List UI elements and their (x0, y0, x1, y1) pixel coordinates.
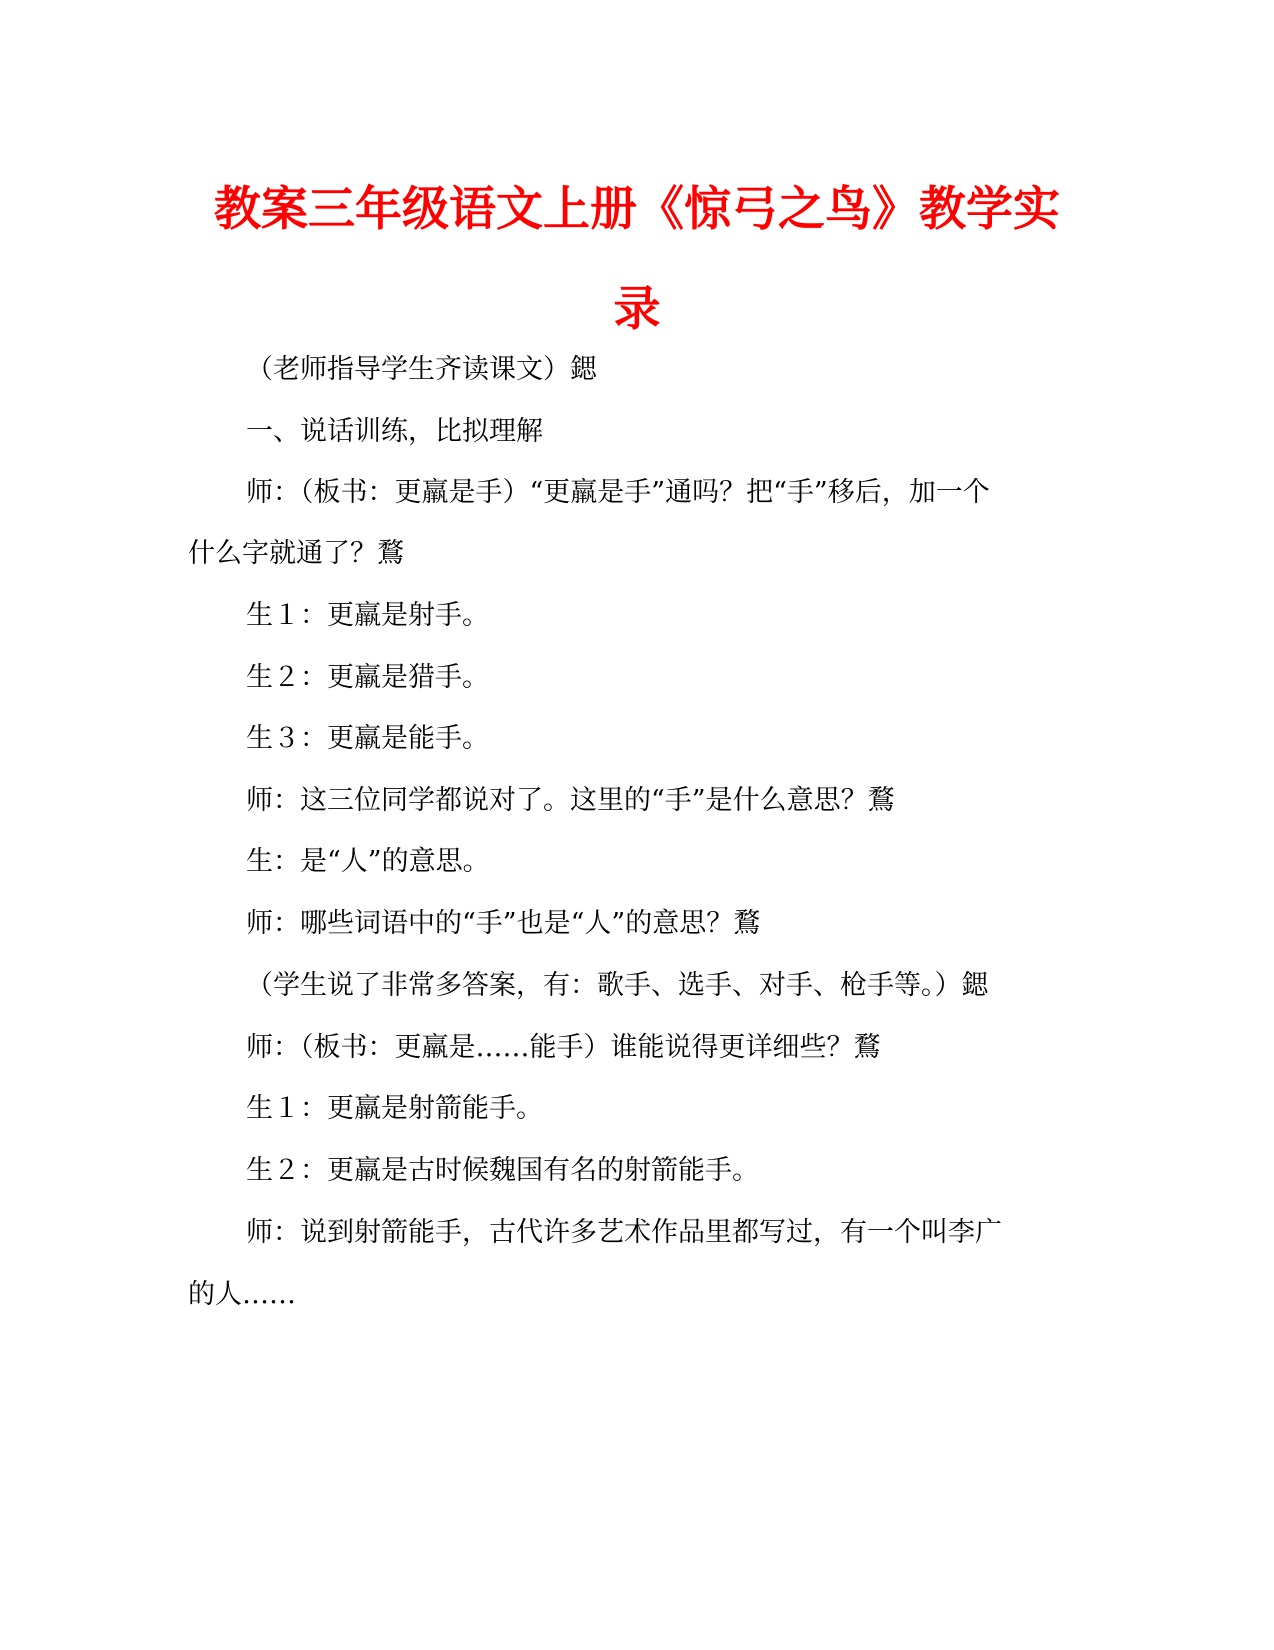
document-title-line-1: 教案三年级语文上册《惊弓之鸟》教学实 (214, 182, 1060, 237)
paragraph-14-cont: 的人…… (188, 1279, 296, 1310)
paragraph-7: 师：这三位同学都说对了。这里的“手”是什么意思？鶩 (246, 785, 895, 816)
paragraph-4: 生１：更羸是射手。 (246, 600, 489, 631)
paragraph-6: 生３：更羸是能手。 (246, 723, 489, 754)
paragraph-14: 师：说到射箭能手，古代许多艺术作品里都写过，有一个叫李广 (246, 1217, 1002, 1248)
paragraph-11: 师：（板书：更羸是……能手）谁能说得更详细些？鶩 (246, 1032, 881, 1063)
paragraph-9: 师：哪些词语中的“手”也是“人”的意思？鶩 (246, 908, 761, 939)
paragraph-1: （老师指导学生齐读课文）鍶 (246, 354, 597, 385)
section-heading-1: 一、说话训练，比拟理解 (246, 416, 543, 447)
paragraph-10: （学生说了非常多答案，有：歌手、选手、对手、枪手等。）鍶 (246, 970, 989, 1001)
paragraph-12: 生１：更羸是射箭能手。 (246, 1093, 543, 1124)
paragraph-13: 生２：更羸是古时候魏国有名的射箭能手。 (246, 1155, 759, 1186)
paragraph-3: 师：（板书：更羸是手）“更羸是手”通吗？把“手”移后，加一个 (246, 477, 990, 508)
paragraph-8: 生：是“人”的意思。 (246, 846, 490, 877)
paragraph-3-cont: 什么字就通了？鶩 (188, 538, 404, 569)
paragraph-5: 生２：更羸是猎手。 (246, 662, 489, 693)
document-title-line-2: 录 (613, 282, 661, 337)
